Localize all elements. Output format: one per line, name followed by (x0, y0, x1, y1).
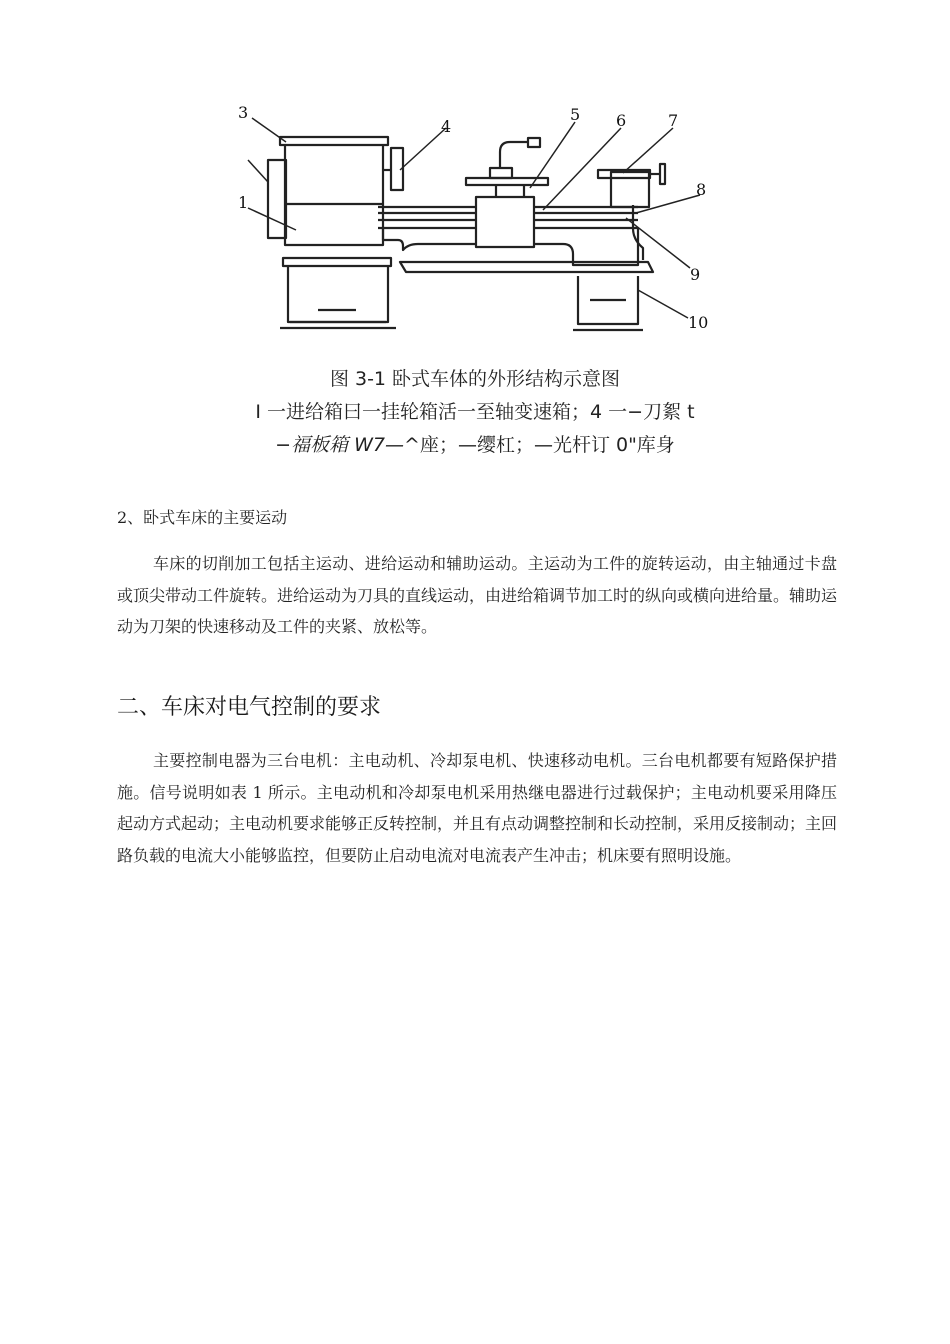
figure-caption-legend-2 (0, 430, 950, 457)
figure-caption-legend-1: I 一进给箱曰一挂轮箱活一至轴变速箱；4 一−刀絮 t (255, 401, 695, 423)
figure-label-1: 1 (238, 193, 249, 212)
headstock-lid (280, 137, 388, 145)
caption-italic-part: −福板箱 W7—^ (275, 434, 420, 456)
paragraph-main-motion: 车床的切削加工包括主运动、进给运动和辅助运动。主运动为工件的旋转运动，由主轴通过卡盘或顶尖带动工件旋转。进给运动为刀具的直线运动，由进给箱调节加工时的纵向或横向进给量。辅助运动为刀架的快速移动及工件的夹紧、放松等。 (117, 554, 838, 636)
carriage-apron (476, 197, 534, 247)
figure-label-7: 7 (668, 111, 679, 130)
headstock-box (285, 142, 383, 245)
chapter-heading-electrical-requirements: 二、车床对电气控制的要求 (117, 695, 382, 720)
figure-label-10: 10 (688, 313, 709, 332)
figure-label-3: 3 (238, 103, 249, 122)
figure-label-5: 5 (570, 105, 581, 124)
lathe-diagram (228, 100, 728, 340)
figure-label-8: 8 (696, 180, 707, 199)
left-leg (283, 258, 391, 266)
figure-caption-title: 图 3-1 卧式车体的外形结构示意图 (329, 368, 621, 390)
caption-rest-part: 座；—缨杠；—光杆订 0"库身 (419, 434, 675, 456)
figure-label-4: 4 (441, 117, 452, 136)
section-heading-main-motion: 2、卧式车床的主要运动 (117, 508, 288, 527)
feed-box (268, 160, 286, 238)
paragraph-electrical-requirements: 主要控制电器为三台电机：主电动机、冷却泵电机、快速移动电机。三台电机都要有短路保护措施。信号说明如表 1 所示。主电动机和冷却泵电机采用热继电器进行过载保护；主电动机要采用降压起动方式起动；主电动机要求能够正反转控制，并且有点动调整控制和长动控制，采用反接制动；主回路负载的电流大小能够监控，但要防止启动电流对电流表产生冲击；机床要有照明设施。 (117, 751, 838, 865)
figure-label-6: 6 (616, 111, 627, 130)
figure-label-9: 9 (690, 265, 701, 284)
chip-tray (400, 262, 653, 272)
